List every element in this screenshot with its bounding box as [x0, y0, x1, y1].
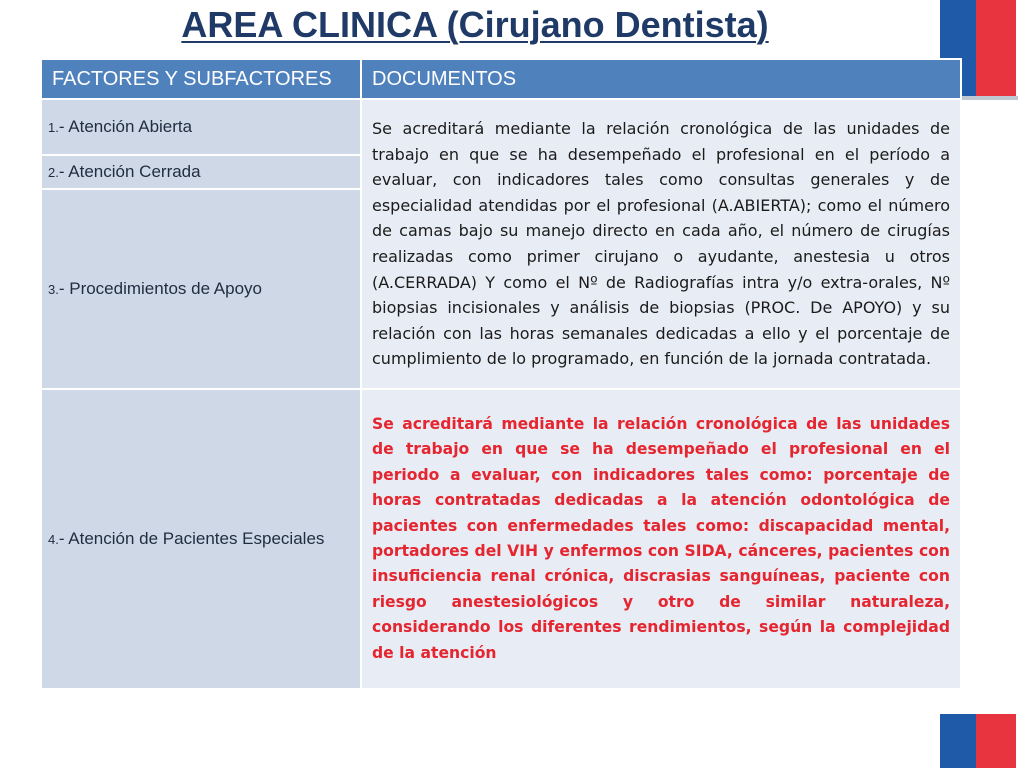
- factor-label: - Atención Abierta: [58, 117, 193, 136]
- factor-label: - Atención de Pacientes Especiales: [58, 529, 325, 548]
- flag-red-stripe: [976, 0, 1016, 98]
- flag-red-stripe: [976, 714, 1016, 768]
- factor-number: 3.: [48, 282, 59, 297]
- table-row: [41, 389, 961, 689]
- documents-cell-1-3: Se acreditará mediante la relación cronológica de las unidades de trabajo en que se ha desempeñado el profesional en el período a evaluar, con indicadores tales como consultas generales y de especialidad atendidas por el profesional (A.ABIERTA); como el número de camas bajo su manejo directo en cada año, el número de cirugías realizadas como primer cirujano o ayudante, anestesia u otros (A.CERRADA) Y como el Nº de Radiografías intra y/o extra-orales, Nº biopsias incisionales y análisis de biopsias (PROC. De APOYO) y su relación con las horas semanales dedicadas a ello y el porcentaje de cumplimiento de lo programado, en función de la jornada contratada.: [361, 99, 961, 389]
- factor-number: 1.: [48, 120, 59, 135]
- page-title: AREA CLINICA (Cirujano Dentista): [181, 4, 769, 45]
- factor-cell-2: [41, 155, 361, 189]
- table-row: [41, 99, 961, 155]
- header-factores: FACTORES Y SUBFACTORES: [41, 59, 361, 99]
- factor-number: 4.: [48, 532, 59, 547]
- flag-logo-bottom: [940, 714, 1016, 768]
- table-header-row: [41, 59, 961, 99]
- factor-cell-4: [41, 389, 361, 689]
- factor-cell-3: [41, 189, 361, 389]
- factor-cell-1: [41, 99, 361, 155]
- flag-blue-stripe: [940, 714, 976, 768]
- factor-label: - Atención Cerrada: [58, 162, 201, 181]
- factor-label: - Procedimientos de Apoyo: [58, 279, 263, 298]
- header-documentos: DOCUMENTOS: [361, 59, 961, 99]
- factors-table: [40, 58, 962, 690]
- documents-cell-4: Se acreditará mediante la relación cronológica de las unidades de trabajo en que se ha desempeñado el profesional en el periodo a evaluar, con indicadores tales como: porcentaje de horas contratadas dedicadas a la atención odontológica de pacientes con enfermedades tales como: discapacidad mental, portadores del VIH y enfermos con SIDA, cánceres, pacientes con insuficiencia renal crónica, discrasias sanguíneas, paciente con riesgo anestesiológicos y otro de similar naturaleza, considerando los diferentes rendimientos, según la complejidad de la atención: [361, 389, 961, 689]
- factor-number: 2.: [48, 165, 59, 180]
